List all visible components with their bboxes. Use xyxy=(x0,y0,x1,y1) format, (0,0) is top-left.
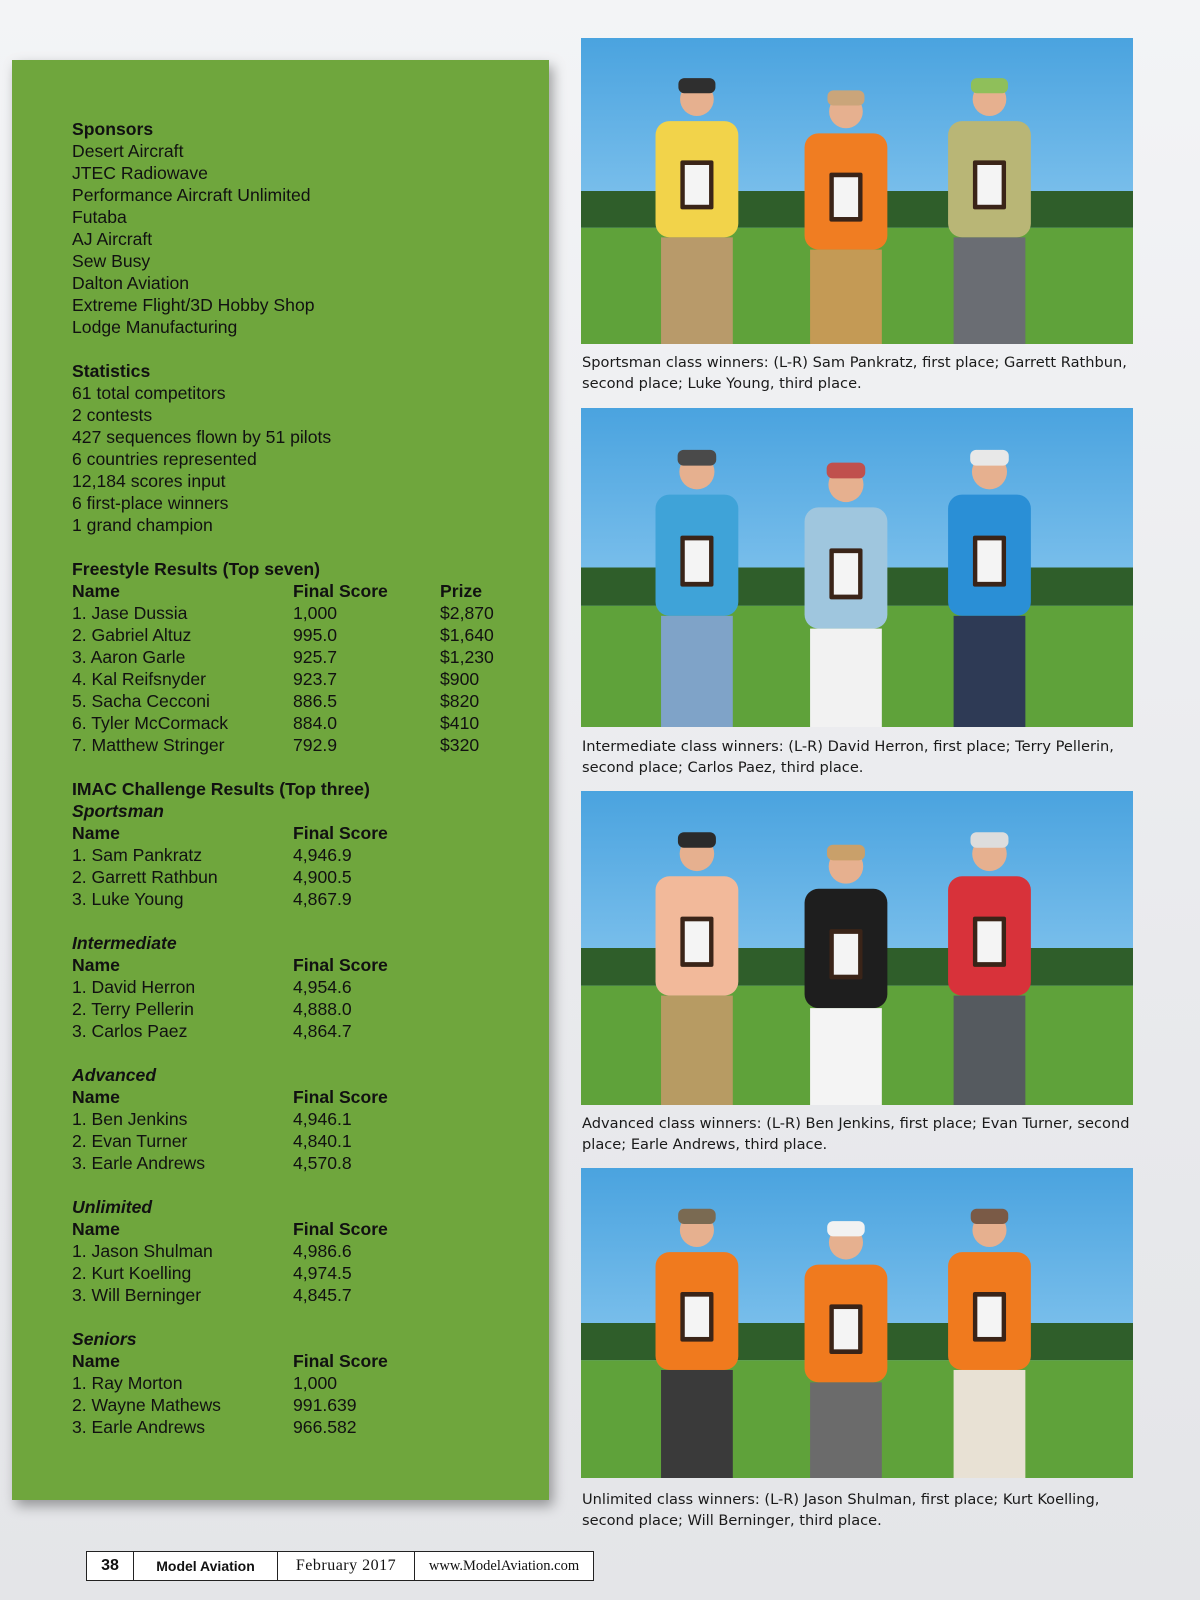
pilot-name: 3. Carlos Paez xyxy=(72,1021,188,1041)
pilot-name: 7. Matthew Stringer xyxy=(72,735,225,755)
table-row xyxy=(72,866,542,888)
advanced-winners-photo xyxy=(581,791,1133,1105)
plaque-label xyxy=(685,165,709,205)
table-row xyxy=(72,1240,542,1262)
table-row xyxy=(72,1130,542,1152)
plaque-label xyxy=(834,1309,858,1349)
winner-hat xyxy=(827,463,866,479)
plaque-label xyxy=(834,553,858,594)
advanced-caption xyxy=(582,1113,1134,1155)
class-heading: Sportsman xyxy=(72,801,164,821)
final-score: 923.7 xyxy=(293,669,338,689)
statistic-item: 427 sequences flown by 51 pilots xyxy=(72,427,332,447)
final-score: 1,000 xyxy=(293,1373,338,1393)
winner-pants xyxy=(661,616,733,727)
final-score: 995.0 xyxy=(293,625,338,645)
table-row xyxy=(72,1152,542,1174)
pilot-name: 6. Tyler McCormack xyxy=(72,713,229,733)
table-row xyxy=(72,844,542,866)
sponsor-item: Desert Aircraft xyxy=(72,141,184,161)
sponsors-heading: Sponsors xyxy=(72,119,154,139)
winner-hat xyxy=(970,832,1008,848)
winner-hat xyxy=(827,1221,865,1236)
prize: $2,870 xyxy=(440,603,494,623)
spacer xyxy=(72,536,542,558)
column-header-prize: Prize xyxy=(440,581,483,601)
winner-pants xyxy=(954,616,1026,727)
photo-illustration xyxy=(581,791,1133,1105)
pilot-name: 2. Gabriel Altuz xyxy=(72,625,192,645)
spacer xyxy=(72,1042,542,1064)
winner-pants xyxy=(810,1382,882,1478)
column-header-name: Name xyxy=(72,1219,120,1239)
pilot-name: 2. Kurt Koelling xyxy=(72,1263,192,1283)
table-row xyxy=(72,1108,542,1130)
column-header-name: Name xyxy=(72,955,120,975)
class-table-header xyxy=(72,822,542,844)
column-header-score: Final Score xyxy=(293,1351,388,1371)
winner-hat xyxy=(678,450,717,466)
winner-hat xyxy=(678,1209,716,1224)
sportsman-caption xyxy=(582,352,1134,394)
final-score: 4,840.1 xyxy=(293,1131,352,1151)
column-header-name: Name xyxy=(72,581,120,601)
pilot-name: 1. Jason Shulman xyxy=(72,1241,213,1261)
caption-line: Advanced class winners: (L-R) Ben Jenkins, first place; Evan Turner, second xyxy=(582,1115,1130,1132)
statistic-item: 6 countries represented xyxy=(72,449,257,469)
plaque-label xyxy=(834,934,858,975)
prize: $820 xyxy=(440,691,480,711)
class-heading: Seniors xyxy=(72,1329,137,1349)
column-header-score: Final Score xyxy=(293,581,388,601)
pilot-name: 1. Ben Jenkins xyxy=(72,1109,188,1129)
table-row xyxy=(72,624,542,646)
winner-pants xyxy=(661,237,733,344)
spacer xyxy=(72,1306,542,1328)
statistic-item: 6 first-place winners xyxy=(72,493,229,513)
final-score: 1,000 xyxy=(293,603,338,623)
final-score: 884.0 xyxy=(293,713,338,733)
caption-line: Sportsman class winners: (L-R) Sam Pankratz, first place; Garrett Rathbun, xyxy=(582,354,1127,371)
spacer xyxy=(72,1174,542,1196)
final-score: 4,986.6 xyxy=(293,1241,352,1261)
pilot-name: 3. Luke Young xyxy=(72,889,184,909)
pilot-name: 2. Terry Pellerin xyxy=(72,999,194,1019)
sponsor-item: JTEC Radiowave xyxy=(72,163,208,183)
plaque-label xyxy=(977,1297,1001,1337)
freestyle-table-header xyxy=(72,580,542,602)
column-header-name: Name xyxy=(72,1351,120,1371)
pilot-name: 1. David Herron xyxy=(72,977,196,997)
caption-line: second place; Luke Young, third place. xyxy=(582,375,862,392)
pilot-name: 3. Earle Andrews xyxy=(72,1417,206,1437)
website-link[interactable]: www.ModelAviation.com xyxy=(428,1557,580,1574)
winner-hat xyxy=(971,78,1008,93)
column-header-name: Name xyxy=(72,823,120,843)
results-content xyxy=(72,118,542,1438)
unlimited-caption xyxy=(582,1489,1134,1531)
final-score: 4,845.7 xyxy=(293,1285,352,1305)
winner-pants xyxy=(810,629,882,727)
sponsor-item: AJ Aircraft xyxy=(72,229,153,249)
final-score: 4,946.1 xyxy=(293,1109,352,1129)
table-row xyxy=(72,690,542,712)
statistic-item: 12,184 scores input xyxy=(72,471,226,491)
winner-hat xyxy=(678,832,716,848)
photo-illustration xyxy=(581,38,1133,344)
plaque-label xyxy=(977,921,1001,962)
final-score: 4,888.0 xyxy=(293,999,352,1019)
prize: $900 xyxy=(440,669,480,689)
table-row xyxy=(72,976,542,998)
final-score: 4,900.5 xyxy=(293,867,352,887)
spacer xyxy=(72,756,542,778)
caption-line: place; Earle Andrews, third place. xyxy=(582,1136,828,1153)
column-header-score: Final Score xyxy=(293,1087,388,1107)
final-score: 792.9 xyxy=(293,735,338,755)
plaque-label xyxy=(834,177,858,217)
table-row xyxy=(72,1020,542,1042)
final-score: 4,864.7 xyxy=(293,1021,352,1041)
imac-heading: IMAC Challenge Results (Top three) xyxy=(72,779,370,799)
class-heading: Unlimited xyxy=(72,1197,153,1217)
unlimited-winners-photo xyxy=(581,1168,1133,1478)
sponsor-item: Extreme Flight/3D Hobby Shop xyxy=(72,295,315,315)
caption-line: second place; Will Berninger, third place. xyxy=(582,1512,882,1529)
sponsor-item: Dalton Aviation xyxy=(72,273,190,293)
winner-hat xyxy=(827,90,864,105)
page-footer xyxy=(86,1551,594,1581)
prize: $1,640 xyxy=(440,625,494,645)
final-score: 925.7 xyxy=(293,647,338,667)
winner-hat xyxy=(678,78,715,93)
class-table-header xyxy=(72,1086,542,1108)
prize: $410 xyxy=(440,713,480,733)
pilot-name: 1. Sam Pankratz xyxy=(72,845,203,865)
photo-illustration xyxy=(581,408,1133,727)
table-row xyxy=(72,668,542,690)
winner-pants xyxy=(661,1370,733,1478)
table-row xyxy=(72,998,542,1020)
sportsman-winners-photo xyxy=(581,38,1133,344)
pilot-name: 3. Will Berninger xyxy=(72,1285,202,1305)
winner-pants xyxy=(954,237,1026,344)
plaque-label xyxy=(977,165,1001,205)
table-row xyxy=(72,888,542,910)
intermediate-winners-photo xyxy=(581,408,1133,727)
final-score: 886.5 xyxy=(293,691,338,711)
plaque-label xyxy=(685,1297,709,1337)
plaque-label xyxy=(977,540,1001,581)
table-row xyxy=(72,646,542,668)
spacer xyxy=(72,338,542,360)
class-heading: Advanced xyxy=(72,1065,157,1085)
table-row xyxy=(72,712,542,734)
class-table-header xyxy=(72,1350,542,1372)
class-table-header xyxy=(72,1218,542,1240)
class-heading: Intermediate xyxy=(72,933,177,953)
intermediate-caption xyxy=(582,736,1134,778)
final-score: 4,946.9 xyxy=(293,845,352,865)
pilot-name: 2. Evan Turner xyxy=(72,1131,188,1151)
sponsor-item: Performance Aircraft Unlimited xyxy=(72,185,311,205)
winner-pants xyxy=(810,250,882,344)
final-score: 4,570.8 xyxy=(293,1153,352,1173)
sponsor-item: Lodge Manufacturing xyxy=(72,317,238,337)
winner-hat xyxy=(971,1209,1009,1224)
plaque-label xyxy=(685,540,709,581)
winner-pants xyxy=(954,996,1026,1105)
statistic-item: 1 grand champion xyxy=(72,515,213,535)
freestyle-heading: Freestyle Results (Top seven) xyxy=(72,559,321,579)
final-score: 4,867.9 xyxy=(293,889,352,909)
table-row xyxy=(72,1394,542,1416)
pilot-name: 4. Kal Reifsnyder xyxy=(72,669,206,689)
pilot-name: 1. Ray Morton xyxy=(72,1373,183,1393)
caption-line: second place; Carlos Paez, third place. xyxy=(582,759,864,776)
pilot-name: 2. Wayne Mathews xyxy=(72,1395,221,1415)
winner-pants xyxy=(954,1370,1026,1478)
prize: $1,230 xyxy=(440,647,494,667)
column-header-name: Name xyxy=(72,1087,120,1107)
final-score: 4,974.5 xyxy=(293,1263,352,1283)
class-table-header xyxy=(72,954,542,976)
plaque-label xyxy=(685,921,709,962)
issue-date: February 2017 xyxy=(278,1552,415,1580)
statistic-item: 2 contests xyxy=(72,405,153,425)
final-score: 966.582 xyxy=(293,1417,357,1437)
winner-pants xyxy=(810,1008,882,1105)
magazine-name: Model Aviation xyxy=(134,1552,278,1580)
spacer xyxy=(72,910,542,932)
statistics-heading: Statistics xyxy=(72,361,151,381)
winner-hat xyxy=(827,845,865,861)
results-sidebar xyxy=(12,60,549,1500)
pilot-name: 3. Aaron Garle xyxy=(72,647,186,667)
sponsor-item: Futaba xyxy=(72,207,127,227)
table-row xyxy=(72,602,542,624)
table-row xyxy=(72,1262,542,1284)
final-score: 991.639 xyxy=(293,1395,357,1415)
column-header-score: Final Score xyxy=(293,1219,388,1239)
winner-hat xyxy=(970,450,1009,466)
caption-line: Unlimited class winners: (L-R) Jason Shulman, first place; Kurt Koelling, xyxy=(582,1491,1100,1508)
column-header-score: Final Score xyxy=(293,955,388,975)
column-header-score: Final Score xyxy=(293,823,388,843)
table-row xyxy=(72,1372,542,1394)
winner-pants xyxy=(661,996,733,1105)
table-row xyxy=(72,734,542,756)
prize: $320 xyxy=(440,735,480,755)
pilot-name: 1. Jase Dussia xyxy=(72,603,188,623)
sponsor-item: Sew Busy xyxy=(72,251,151,271)
statistic-item: 61 total competitors xyxy=(72,383,226,403)
pilot-name: 5. Sacha Cecconi xyxy=(72,691,210,711)
pilot-name: 2. Garrett Rathbun xyxy=(72,867,218,887)
table-row xyxy=(72,1284,542,1306)
pilot-name: 3. Earle Andrews xyxy=(72,1153,206,1173)
page-number: 38 xyxy=(87,1552,134,1580)
table-row xyxy=(72,1416,542,1438)
caption-line: Intermediate class winners: (L-R) David Herron, first place; Terry Pellerin, xyxy=(582,738,1114,755)
photo-illustration xyxy=(581,1168,1133,1478)
final-score: 4,954.6 xyxy=(293,977,352,997)
